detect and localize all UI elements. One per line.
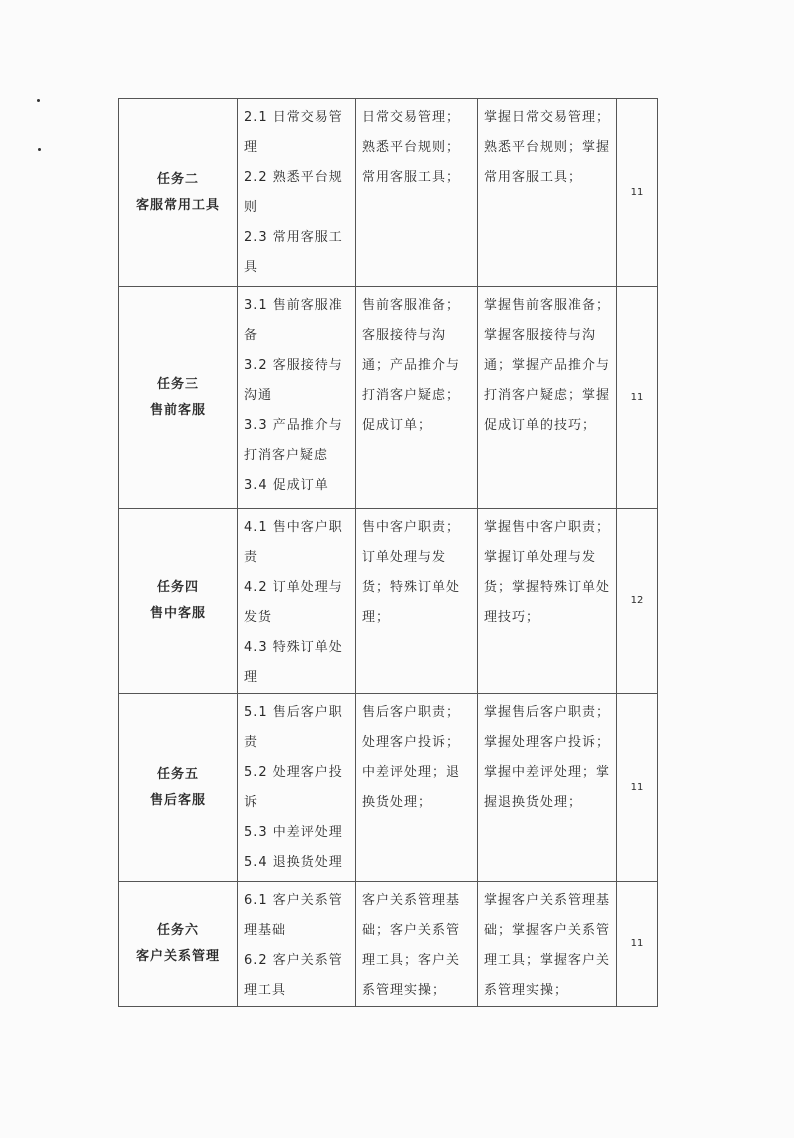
objective-cell: 掌握售后客户职责；掌握处理客户投诉；掌握中差评处理；掌握退换货处理； — [478, 694, 617, 882]
subtopic: 4.3 特殊订单处理 — [244, 640, 343, 685]
content-cell: 日常交易管理；熟悉平台规则；常用客服工具； — [356, 99, 478, 287]
table-row — [119, 694, 658, 882]
subtopic: 6.2 客户关系管理工具 — [244, 953, 343, 998]
task-name: 售前客服 — [149, 402, 206, 418]
task-name: 售后客服 — [149, 792, 206, 808]
task-number: 任务五 — [156, 766, 199, 782]
task-number: 任务四 — [156, 580, 199, 595]
objective-cell: 掌握客户关系管理基础；掌握客户关系管理工具；掌握客户关系管理实操； — [478, 882, 617, 1007]
task-cell — [119, 509, 238, 694]
objective-cell: 掌握售中客户职责；掌握订单处理与发货；掌握特殊订单处理技巧； — [478, 509, 617, 694]
table-row — [119, 509, 658, 694]
content-cell: 售后客户职责；处理客户投诉；中差评处理；退换货处理； — [356, 694, 478, 882]
content-cell: 客户关系管理基础；客户关系管理工具；客户关系管理实操； — [356, 882, 478, 1007]
task-cell — [119, 99, 238, 287]
subtopic: 5.2 处理客户投诉 — [244, 765, 343, 810]
hours-cell: 11 — [617, 694, 658, 882]
task-cell — [119, 287, 238, 509]
margin-dot — [37, 99, 40, 102]
hours-cell: 11 — [617, 99, 658, 287]
objective-cell: 掌握售前客服准备；掌握客服接待与沟通；掌握产品推介与打消客户疑虑；掌握促成订单的技巧； — [478, 287, 617, 509]
table-row — [119, 882, 658, 1007]
subtopic: 5.1 售后客户职责 — [244, 705, 343, 750]
subtopic: 2.3 常用客服工具 — [244, 230, 343, 275]
subtopic: 2.2 熟悉平台规则 — [244, 170, 343, 215]
hours-cell: 11 — [617, 882, 658, 1007]
subtopic: 4.1 售中客户职责 — [244, 520, 343, 565]
hours-cell: 12 — [617, 509, 658, 694]
content-cell: 售前客服准备；客服接待与沟通；产品推介与打消客户疑虑；促成订单； — [356, 287, 478, 509]
subtopics-cell — [238, 694, 356, 882]
subtopic: 5.3 中差评处理 — [244, 825, 343, 840]
subtopics-cell — [238, 287, 356, 509]
subtopic: 3.1 售前客服准备 — [244, 298, 343, 343]
subtopic: 4.2 订单处理与发货 — [244, 580, 343, 625]
task-name: 售中客服 — [149, 606, 206, 621]
margin-dot — [38, 148, 41, 151]
subtopic: 3.2 客服接待与沟通 — [244, 358, 343, 403]
subtopic: 3.3 产品推介与打消客户疑虑 — [244, 418, 343, 463]
subtopic: 2.1 日常交易管理 — [244, 110, 343, 155]
task-name: 客户关系管理 — [135, 949, 220, 964]
task-number: 任务六 — [156, 923, 199, 938]
task-cell — [119, 694, 238, 882]
subtopic: 5.4 退换货处理 — [244, 855, 343, 870]
table-row — [119, 99, 658, 287]
syllabus-table — [118, 98, 658, 1007]
subtopics-cell — [238, 99, 356, 287]
table-row — [119, 287, 658, 509]
subtopic: 6.1 客户关系管理基础 — [244, 893, 343, 938]
hours-cell: 11 — [617, 287, 658, 509]
objective-cell: 掌握日常交易管理；熟悉平台规则；掌握常用客服工具； — [478, 99, 617, 287]
subtopics-cell — [238, 882, 356, 1007]
subtopics-cell — [238, 509, 356, 694]
content-cell: 售中客户职责；订单处理与发货；特殊订单处理； — [356, 509, 478, 694]
task-number: 任务三 — [156, 376, 199, 392]
subtopic: 3.4 促成订单 — [244, 478, 329, 493]
task-number: 任务二 — [156, 171, 199, 187]
task-cell — [119, 882, 238, 1007]
task-name: 客服常用工具 — [135, 197, 220, 213]
